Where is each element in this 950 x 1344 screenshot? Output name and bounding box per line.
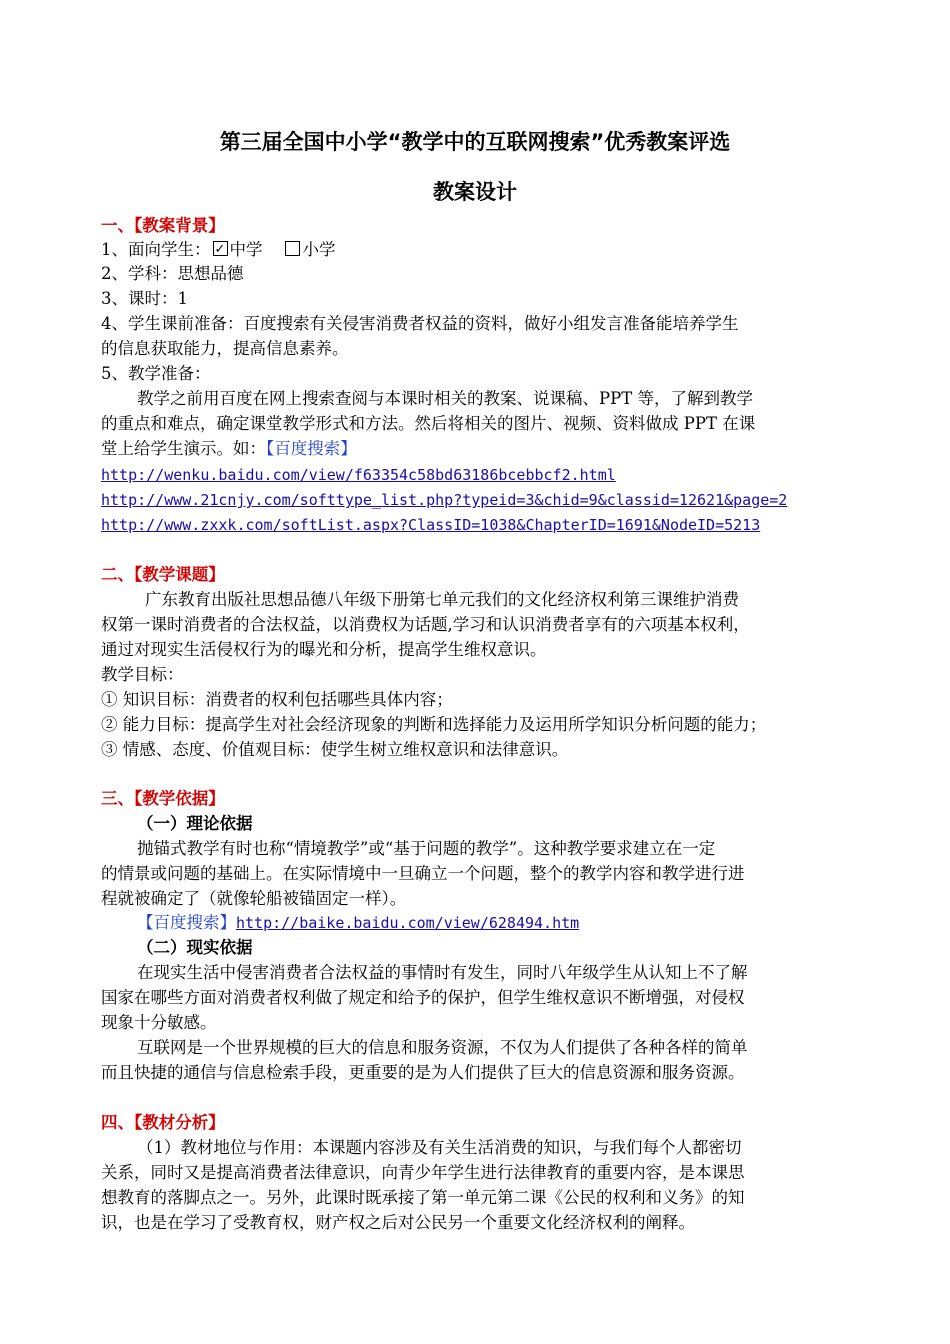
baike-link[interactable]: http://baike.baidu.com/view/628494.htm [236,914,580,932]
theory-link-row [137,911,579,935]
teach-prep-line-3-text: 堂上给学生演示。如： [101,439,266,458]
section-4-heading: 四、【教材分析】 [101,1113,225,1132]
goal-emotion: ③ 情感、态度、价值观目标：使学生树立维权意识和法律意识。 [101,740,569,759]
document-subtitle: 教案设计 [433,180,517,204]
teach-prep-line-3 [101,437,357,461]
reality-line-1: 在现实生活中侵害消费者合法权益的事情时有发生，同时八年级学生从认知上不了解 [137,963,748,982]
internet-line-1: 互联网是一个世界规模的巨大的信息和服务资源，不仅为人们提供了各种各样的简单 [137,1038,748,1057]
resource-link-3[interactable]: http://www.zxxk.com/softList.aspx?ClassID=1038&ChapterID=1691&NodeID=5213 [101,516,761,534]
internet-line-2: 而且快捷的通信与信息检索手段，更重要的是为人们提供了巨大的信息资源和服务资源。 [101,1063,745,1082]
audience-option-middle: 中学 [229,240,263,259]
textbook-line-1: （1）教材地位与作用：本课题内容涉及有关生活消费的知识，与我们每个人都密切 [137,1138,742,1157]
document-title: 第三届全国中小学“教学中的互联网搜索”优秀教案评选 [219,130,731,154]
prep-line-2: 的信息获取能力，提高信息素养。 [101,339,349,358]
goal-ability: ② 能力目标：提高学生对社会经济现象的判断和选择能力及运用所学知识分析问题的能力； [101,715,767,734]
section-2-heading: 二、【教学课题】 [101,565,225,584]
textbook-line-4: 识，也是在学习了受教育权，财产权之后对公民另一个重要文化经济权利的阐释。 [101,1213,695,1232]
subject-line: 2、学科：思想品德 [101,264,244,283]
prep-line-1: 4、学生课前准备：百度搜索有关侵害消费者权益的资料，做好小组发言准备能培养学生 [101,314,739,333]
reality-basis-heading: （二）现实依据 [137,938,253,957]
hours-line: 3、课时：1 [101,289,188,308]
topic-line-2: 权第一课时消费者的合法权益，以消费权为话题,学习和认识消费者享有的六项基本权利， [101,615,750,634]
reality-line-2: 国家在哪些方面对消费者权利做了规定和给予的保护，但学生维权意识不断增强，对侵权 [101,988,745,1007]
theory-line-3: 程就被确定了（就像轮船被锚固定一样）。 [101,889,407,908]
theory-basis-heading: （一）理论依据 [137,814,253,833]
theory-line-2: 的情景或问题的基础上。在实际情境中一旦确立一个问题，整个的教学内容和教学进行进 [101,864,745,883]
teach-prep-line-2: 的重点和难点，确定课堂教学形式和方法。然后将相关的图片、视频、资料做成 PPT 在课 [101,414,756,433]
resource-link-1[interactable]: http://wenku.baidu.com/view/f63354c58bd63186bcebbcf2.html [101,466,616,484]
section-1-heading: 一、【教案背景】 [101,216,225,235]
reality-line-3: 现象十分敏感。 [101,1013,217,1032]
checkbox-primary-school[interactable] [285,241,300,256]
section-3-heading: 三、【教学依据】 [101,789,225,808]
audience-label: 1、面向学生： [101,240,211,259]
goals-label: 教学目标： [101,665,184,684]
audience-row [101,238,335,262]
goal-knowledge: ① 知识目标：消费者的权利包括哪些具体内容； [101,690,453,709]
teach-prep-label: 5、教学准备： [101,364,211,383]
textbook-line-3: 想教育的落脚点之一。另外，此课时既承接了第一单元第二课《公民的权利和义务》的知 [101,1188,745,1207]
baidu-search-link[interactable]: 【百度搜索】 [266,439,357,458]
textbook-line-2: 关系，同时又是提高消费者法律意识，向青少年学生进行法律教育的重要内容，是本课思 [101,1163,745,1182]
checkbox-middle-school[interactable] [213,241,228,256]
teach-prep-line-1: 教学之前用百度在网上搜索查阅与本课时相关的教案、说课稿、PPT 等，了解到教学 [137,389,753,408]
theory-line-1: 抛锚式教学有时也称“情境教学”或“基于问题的教学”。这种教学要求建立在一定 [137,839,716,858]
topic-line-3: 通过对现实生活侵权行为的曝光和分析，提高学生维权意识。 [101,640,547,659]
baidu-search-link[interactable]: 【百度搜索】 [137,913,236,932]
audience-option-primary: 小学 [302,240,336,259]
resource-link-2[interactable]: http://www.21cnjy.com/softtype_list.php?typeid=3&chid=9&classid=12621&page=2 [101,491,788,509]
topic-line-1: 广东教育出版社思想品德八年级下册第七单元我们的文化经济权利第三课维护消费 [145,590,739,609]
